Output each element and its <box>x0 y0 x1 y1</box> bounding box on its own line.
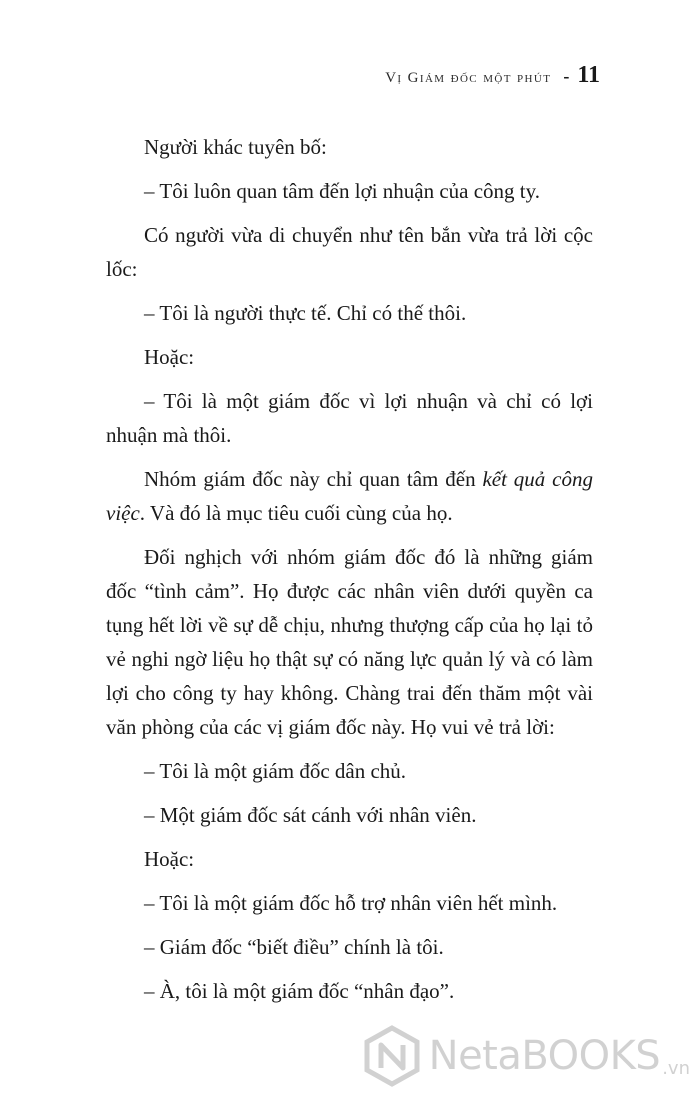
paragraph-text: . Và đó là mục tiêu cuối cùng của họ. <box>139 501 453 525</box>
paragraph: – Tôi là một giám đốc dân chủ. <box>144 759 407 783</box>
paragraph: – À, tôi là một giám đốc “nhân đạo”. <box>144 979 455 1003</box>
paragraph: Hoặc: <box>144 847 195 871</box>
paragraph: – Giám đốc “biết điều” chính là tôi. <box>144 935 444 959</box>
watermark <box>361 1025 690 1087</box>
emphasized-text: kết quả công việc <box>106 467 594 525</box>
watermark-suffix: .vn <box>662 1058 690 1079</box>
paragraph: – Tôi luôn quan tâm đến lợi nhuận của công ty. <box>144 179 541 203</box>
netabooks-logo-icon <box>361 1025 423 1087</box>
page-number: 11 <box>577 62 600 88</box>
paragraph: Đối nghịch với nhóm giám đốc đó là những giám đốc “tình cảm”. Họ được các nhân viên dưới quyền ca tụng hết lời về sự dễ chịu, nhưng thượng cấp của họ lại tỏ vẻ nghi ngờ liệu họ thật sự có năng lực quản lý và có làm lợi cho công ty hay không. Chàng trai đến thăm một vài văn phòng của các vị giám đốc này. Họ vui vẻ trả lời: <box>106 545 593 739</box>
paragraph: – Tôi là một giám đốc hỗ trợ nhân viên hết mình. <box>144 891 558 915</box>
paragraph: – Tôi là một giám đốc vì lợi nhuận và chỉ có lợi nhuận mà thôi. <box>106 389 593 447</box>
paragraph-text: Nhóm giám đốc này chỉ quan tâm đến <box>144 467 483 491</box>
paragraph: Có người vừa di chuyển như tên bắn vừa trả lời cộc lốc: <box>106 223 593 281</box>
paragraph: – Tôi là người thực tế. Chỉ có thế thôi. <box>144 301 467 325</box>
body-text <box>106 130 593 1018</box>
paragraph <box>106 462 593 530</box>
paragraph: – Một giám đốc sát cánh với nhân viên. <box>144 803 477 827</box>
running-header <box>385 62 600 89</box>
paragraph: Hoặc: <box>144 345 195 369</box>
watermark-brand: NetaBOOKS <box>428 1033 661 1079</box>
paragraph: Người khác tuyên bố: <box>144 135 327 159</box>
book-title: Vị Giám đốc một phút <box>385 70 552 86</box>
header-separator: - <box>563 66 570 86</box>
